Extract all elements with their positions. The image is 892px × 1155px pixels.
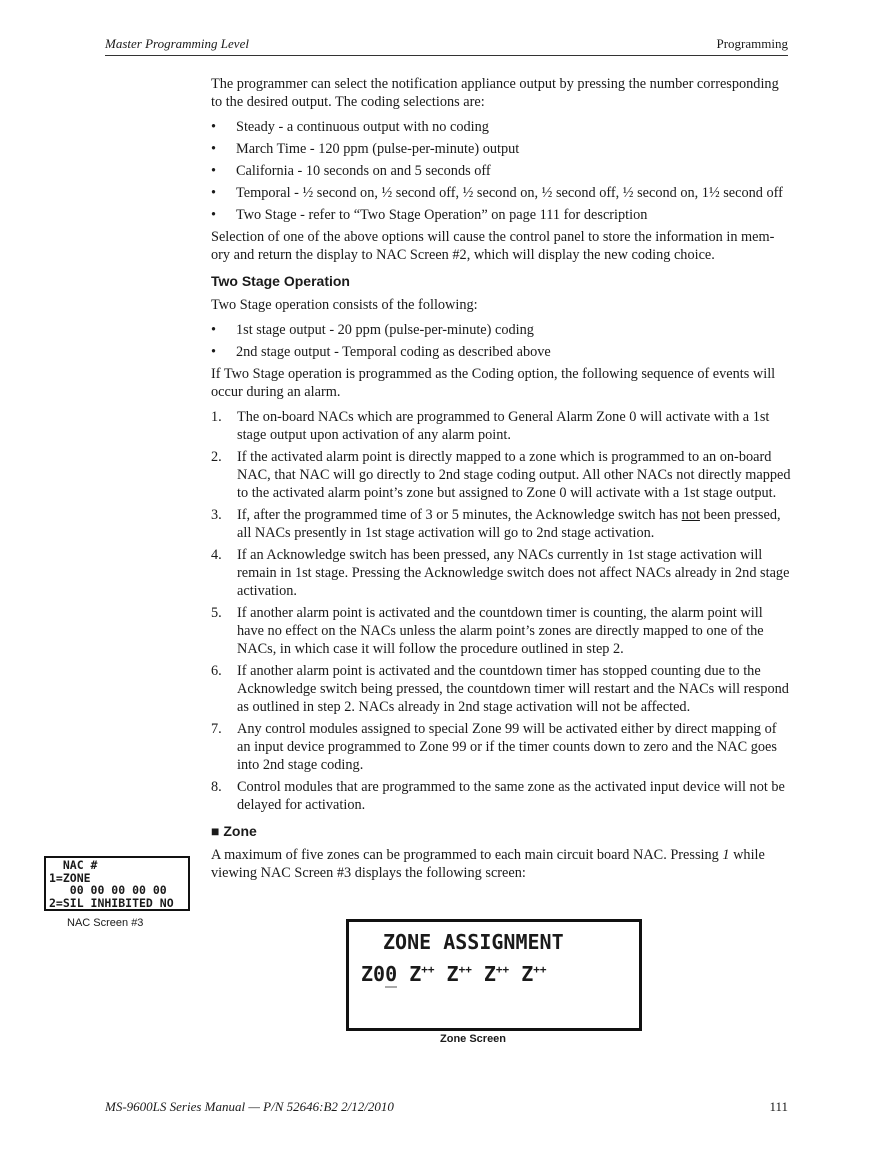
list-item: 5. If another alarm point is activated and the countdown timer is counting, the alarm point will have no effect on the NACs unless the alarm point’s zones are directly mapped to one of the NACs, in which case it will follow the procedure outlined in step 2.: [211, 605, 764, 657]
footer-manual-info: MS-9600LS Series Manual — P/N 52646:B2 2/12/2010: [105, 1099, 394, 1114]
list-item: • Two Stage - refer to “Two Stage Operation” on page 111 for description: [211, 207, 648, 223]
list-item: • March Time - 120 ppm (pulse-per-minute) output: [211, 141, 520, 157]
zone-paragraph: A maximum of five zones can be programmed to each main circuit board NAC. Pressing 1 while viewing NAC Screen #3 displays the following screen:: [211, 847, 765, 881]
list-item: • California - 10 seconds on and 5 seconds off: [211, 163, 491, 179]
lcd-cursor: 0: [385, 962, 398, 986]
list-item: 2. If the activated alarm point is directly mapped to a zone which is programmed to an on-board NAC, that NAC will go directly to 2nd stage coding output. All other NACs not directly mapped to the activated alarm point’s zone but assigned to Zone 0 will activate with a 1st stage output.: [211, 449, 791, 501]
selection-paragraph: Selection of one of the above options will cause the control panel to store the information in mem-ory and return the display to NAC Screen #2, which will display the new coding choice.: [211, 229, 775, 263]
list-item: • 1st stage output - 20 ppm (pulse-per-minute) coding: [211, 322, 534, 338]
list-item: 8. Control modules that are programmed to the same zone as the activated input device will not be delayed for activation.: [211, 779, 785, 813]
zone-screen-zones: Z00 Z++ Z++ Z++ Z++: [361, 962, 547, 986]
sequence-intro: If Two Stage operation is programmed as the Coding option, the following sequence of events will occur during an alarm.: [211, 366, 776, 400]
zone-screen-caption: Zone Screen: [440, 1033, 507, 1045]
nac-screen-caption: NAC Screen #3: [67, 917, 144, 929]
list-item: 1. The on-board NACs which are programmed to General Alarm Zone 0 will activate with a 1st stage output upon activation of any alarm point.: [211, 409, 770, 443]
list-item: • 2nd stage output - Temporal coding as described above: [211, 344, 551, 360]
zone-heading: ■ Zone: [211, 823, 257, 839]
coding-options-list: [211, 118, 791, 224]
emphasis-not: not: [681, 507, 700, 523]
list-item: • Temporal - ½ second on, ½ second off, ½ second on, ½ second off, ½ second on, 1½ second off: [211, 185, 783, 201]
key-label: 1: [722, 847, 730, 863]
zone-screen-display: [346, 919, 642, 1031]
zone-screen-title: ZONE ASSIGNMENT: [383, 930, 564, 954]
list-item: 6. If another alarm point is activated and the countdown timer has stopped counting due to the Acknowledge switch being pressed, the countdown timer will restart and the NACs will respond as outlined in step 2. NACs already in 2nd stage activation will not be affected.: [211, 663, 789, 715]
two-stage-intro: Two Stage operation consists of the following:: [211, 297, 478, 313]
square-bullet-icon: ■: [211, 823, 224, 839]
nac-screen-display: NAC # 1=ZONE 00 00 00 00 00 2=SIL INHIBITED NO: [44, 856, 190, 911]
running-header-right: Programming: [716, 36, 788, 51]
header-rule: [105, 55, 788, 56]
main-text: [211, 75, 791, 889]
list-item: 7. Any control modules assigned to special Zone 99 will be activated either by direct mapping of an input device programmed to Zone 99 or if the timer counts down to zero and the NAC goes into 2nd stage coding.: [211, 721, 777, 773]
two-stage-bullets: [211, 321, 791, 361]
list-item: 3. If, after the programmed time of 3 or 5 minutes, the Acknowledge switch has not been pressed, all NACs presently in 1st stage activation will go to 2nd stage activation.: [211, 507, 781, 541]
two-stage-heading: Two Stage Operation: [211, 273, 350, 289]
list-item: 4. If an Acknowledge switch has been pressed, any NACs currently in 1st stage activation will remain in 1st stage. Pressing the Acknowledge switch does not affect NACs already in 2nd stage activation.: [211, 547, 790, 599]
page-number: 111: [769, 1099, 788, 1114]
intro-paragraph: The programmer can select the notification appliance output by pressing the number corresponding to the desired output. The coding selections are:: [211, 76, 779, 110]
list-item: • Steady - a continuous output with no coding: [211, 119, 489, 135]
running-header-left: Master Programming Level: [105, 36, 249, 51]
sequence-steps: [211, 408, 791, 814]
